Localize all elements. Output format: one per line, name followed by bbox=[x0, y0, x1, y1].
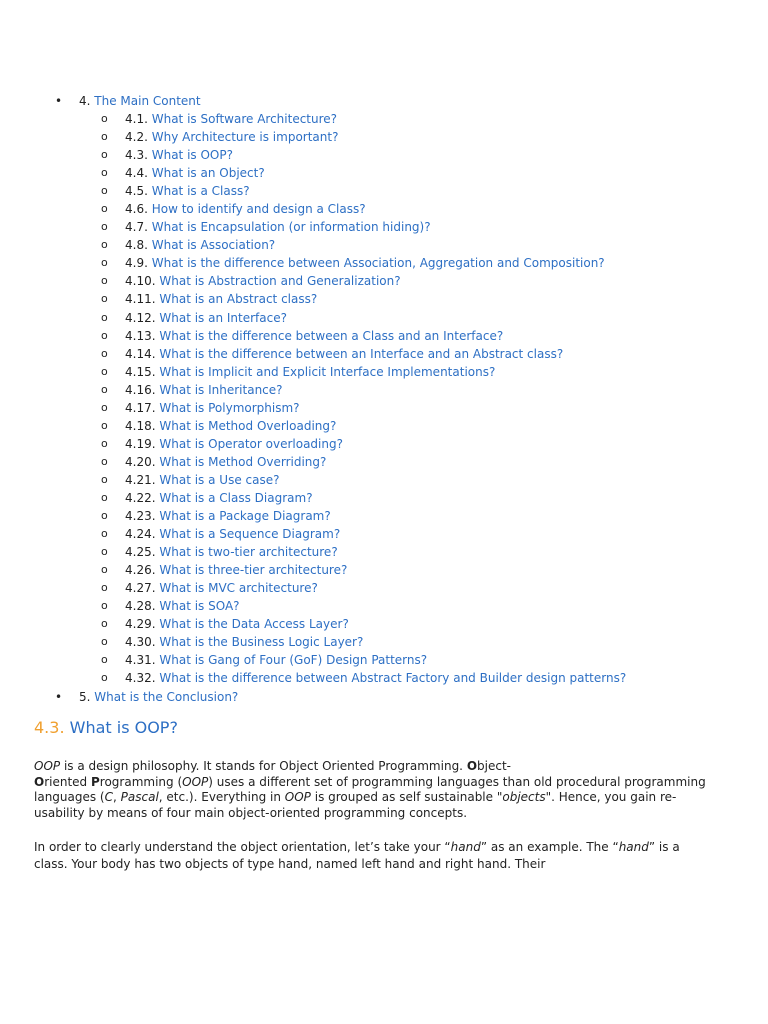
toc-sub-link[interactable]: What is the Business Logic Layer? bbox=[159, 635, 364, 650]
toc-sub-link[interactable]: What is three-tier architecture? bbox=[159, 563, 348, 578]
toc-item-number: 4.32. bbox=[125, 671, 156, 686]
toc-sub-item bbox=[0, 146, 768, 164]
sub-bullet: o bbox=[101, 328, 108, 342]
toc-sub-item bbox=[0, 579, 768, 597]
toc-sub-item bbox=[0, 471, 768, 489]
toc-item-number: 4.12. bbox=[125, 310, 156, 325]
sub-bullet: o bbox=[101, 274, 108, 288]
section-number: 4.3. bbox=[34, 718, 65, 737]
toc-sub-link[interactable]: What is Method Overriding? bbox=[159, 454, 327, 469]
toc-item-number: 4.28. bbox=[125, 599, 156, 614]
toc-sub-link[interactable]: Why Architecture is important? bbox=[151, 130, 339, 145]
toc-sub-link[interactable]: What is Software Architecture? bbox=[151, 112, 338, 126]
sub-bullet: o bbox=[101, 112, 108, 125]
toc-sub-link[interactable]: What is a Package Diagram? bbox=[159, 509, 331, 524]
toc-item-number: 4.18. bbox=[125, 418, 156, 433]
sub-bullet: o bbox=[101, 418, 108, 432]
toc-sub-link[interactable]: What is the difference between Abstract Factory and Builder design patterns? bbox=[159, 671, 627, 686]
toc-sub-item bbox=[0, 254, 768, 272]
toc-last-item bbox=[0, 688, 768, 706]
paragraph: OOP is a design philosophy. It stands for Object Oriented Programming. Object- Oriented Programming (OOP) uses a different set of programming languages than old procedural programming languages (C, Pascal, etc.). Everything in OOP is grouped as self sustainable "objects". Hence, you gain re-usability by means of four main object-oriented programming concepts. bbox=[34, 759, 706, 820]
toc-sub-link[interactable]: What is an Abstract class? bbox=[159, 292, 318, 307]
toc-item-number: 4.8. bbox=[125, 238, 148, 253]
toc-sub-link[interactable]: What is Operator overloading? bbox=[159, 436, 343, 451]
toc-main-item bbox=[0, 92, 768, 110]
toc-item-number: 4.6. bbox=[125, 202, 148, 217]
toc-item-number: 4.23. bbox=[125, 509, 156, 524]
toc-sub-item bbox=[0, 561, 768, 579]
toc-sub-link[interactable]: What is OOP? bbox=[151, 148, 233, 163]
toc-sub-link[interactable]: What is Association? bbox=[151, 238, 276, 253]
toc-item-number: 4.15. bbox=[125, 364, 156, 379]
sub-bullet: o bbox=[101, 509, 108, 523]
sub-bullet: o bbox=[101, 148, 108, 162]
sub-bullet: o bbox=[101, 563, 108, 577]
toc-item-number: 4.17. bbox=[125, 400, 156, 415]
toc-sub-item bbox=[0, 309, 768, 327]
toc-item-number: 4.14. bbox=[125, 346, 156, 361]
toc-sub-list bbox=[0, 110, 768, 688]
sub-bullet: o bbox=[101, 436, 108, 450]
toc-sub-link[interactable]: What is SOA? bbox=[159, 599, 240, 614]
toc-sub-item bbox=[0, 200, 768, 218]
toc-sub-item bbox=[0, 327, 768, 345]
sub-bullet: o bbox=[101, 220, 108, 234]
toc-sub-link[interactable]: What is Gang of Four (GoF) Design Patterns? bbox=[159, 653, 428, 668]
toc-sub-item bbox=[0, 525, 768, 543]
toc-sub-item bbox=[0, 128, 768, 146]
sub-bullet: o bbox=[101, 184, 108, 198]
sub-bullet: o bbox=[101, 130, 108, 144]
toc-sub-link[interactable]: What is MVC architecture? bbox=[159, 581, 318, 596]
toc-item-number: 4.9. bbox=[125, 256, 148, 271]
toc-item-number: 5. bbox=[79, 689, 91, 704]
toc-sub-link[interactable]: What is Abstraction and Generalization? bbox=[159, 274, 401, 289]
section-heading bbox=[34, 717, 714, 739]
toc-sub-item bbox=[0, 164, 768, 182]
sub-bullet: o bbox=[101, 364, 108, 378]
toc-sub-item bbox=[0, 218, 768, 236]
toc-sub-item bbox=[0, 110, 768, 128]
toc-item-number: 4.29. bbox=[125, 617, 156, 632]
toc-item-number: 4.16. bbox=[125, 382, 156, 397]
toc-sub-item bbox=[0, 543, 768, 561]
sub-bullet: o bbox=[101, 472, 108, 486]
toc-item-number: 4.10. bbox=[125, 274, 156, 289]
toc-sub-link[interactable]: What is Polymorphism? bbox=[159, 400, 300, 415]
sub-bullet: o bbox=[101, 166, 108, 180]
sub-bullet: o bbox=[101, 238, 108, 252]
toc-sub-link[interactable]: What is an Interface? bbox=[159, 310, 287, 325]
toc-item-number: 4.5. bbox=[125, 184, 148, 199]
section-title: What is OOP? bbox=[69, 718, 178, 737]
toc-sub-link[interactable]: What is the difference between Association, Aggregation and Composition? bbox=[151, 256, 605, 271]
toc-sub-item bbox=[0, 290, 768, 308]
sub-bullet: o bbox=[101, 671, 108, 685]
toc-sub-item bbox=[0, 272, 768, 290]
section-oop bbox=[34, 717, 714, 873]
toc-item-number: 4.22. bbox=[125, 490, 156, 505]
toc-sub-link[interactable]: What is a Class? bbox=[151, 184, 250, 199]
sub-bullet: o bbox=[101, 346, 108, 360]
toc-sub-link[interactable]: What is the difference between an Interface and an Abstract class? bbox=[159, 346, 564, 361]
toc-sub-item bbox=[0, 453, 768, 471]
toc-sub-item bbox=[0, 399, 768, 417]
toc-item-number: 4.24. bbox=[125, 527, 156, 542]
toc-item-number: 4.20. bbox=[125, 454, 156, 469]
toc-sub-link[interactable]: What is two-tier architecture? bbox=[159, 545, 338, 560]
toc-sub-link[interactable]: How to identify and design a Class? bbox=[151, 202, 366, 217]
sub-bullet: o bbox=[101, 400, 108, 414]
sub-bullet: o bbox=[101, 454, 108, 468]
sub-bullet: o bbox=[101, 310, 108, 324]
bullet: • bbox=[55, 689, 63, 704]
toc-sub-item bbox=[0, 417, 768, 435]
toc-sub-link[interactable]: What is a Use case? bbox=[159, 472, 280, 487]
sub-bullet: o bbox=[101, 527, 108, 541]
toc-sub-item bbox=[0, 489, 768, 507]
toc-sub-item bbox=[0, 345, 768, 363]
toc-sub-link[interactable]: What is the difference between a Class and an Interface? bbox=[159, 328, 504, 343]
sub-bullet: o bbox=[101, 635, 108, 649]
toc-sub-item bbox=[0, 363, 768, 381]
toc-sub-item bbox=[0, 615, 768, 633]
paragraph: In order to clearly understand the object orientation, let’s take your “hand” as an example. The “hand” is a class. Your body has two objects of type hand, named left hand and right hand. Their bbox=[34, 840, 680, 871]
sub-bullet: o bbox=[101, 599, 108, 613]
toc-item-number: 4.19. bbox=[125, 436, 156, 451]
toc-item-number: 4.4. bbox=[125, 166, 148, 181]
toc-sub-link[interactable]: What is a Class Diagram? bbox=[159, 490, 313, 505]
sub-bullet: o bbox=[101, 202, 108, 216]
table-of-contents bbox=[0, 92, 768, 706]
toc-sub-item bbox=[0, 435, 768, 453]
toc-item-number: 4.2. bbox=[125, 130, 148, 145]
toc-sub-item bbox=[0, 669, 768, 687]
toc-item-number: 4.21. bbox=[125, 472, 156, 487]
toc-sub-link[interactable]: What is a Sequence Diagram? bbox=[159, 527, 341, 542]
toc-item-number: 4.7. bbox=[125, 220, 148, 235]
toc-sub-item bbox=[0, 507, 768, 525]
sub-bullet: o bbox=[101, 256, 108, 270]
sub-bullet: o bbox=[101, 581, 108, 595]
toc-sub-item bbox=[0, 236, 768, 254]
toc-item-number: 4.25. bbox=[125, 545, 156, 560]
sub-bullet: o bbox=[101, 382, 108, 396]
toc-item-number: 4. bbox=[79, 94, 91, 108]
toc-item-number: 4.27. bbox=[125, 581, 156, 596]
toc-sub-link[interactable]: What is the Data Access Layer? bbox=[159, 617, 349, 632]
toc-sub-item bbox=[0, 182, 768, 200]
toc-sub-item bbox=[0, 651, 768, 669]
toc-sub-link[interactable]: What is an Object? bbox=[151, 166, 265, 181]
toc-item-number: 4.11. bbox=[125, 292, 156, 307]
sub-bullet: o bbox=[101, 617, 108, 631]
toc-item-number: 4.26. bbox=[125, 563, 156, 578]
toc-sub-item bbox=[0, 597, 768, 615]
toc-item-number: 4.3. bbox=[125, 148, 148, 163]
toc-link-main-content[interactable]: The Main Content bbox=[94, 94, 201, 108]
toc-sub-link[interactable]: What is Method Overloading? bbox=[159, 418, 337, 433]
toc-link-conclusion[interactable]: What is the Conclusion? bbox=[94, 689, 239, 704]
sub-bullet: o bbox=[101, 545, 108, 559]
bullet: • bbox=[55, 94, 63, 108]
sub-bullet: o bbox=[101, 653, 108, 667]
sub-bullet: o bbox=[101, 292, 108, 306]
toc-sub-item bbox=[0, 633, 768, 651]
toc-item-number: 4.13. bbox=[125, 328, 156, 343]
toc-sub-link[interactable]: What is Implicit and Explicit Interface Implementations? bbox=[159, 364, 496, 379]
toc-sub-link[interactable]: What is Inheritance? bbox=[159, 382, 283, 397]
toc-item-number: 4.30. bbox=[125, 635, 156, 650]
toc-sub-link[interactable]: What is Encapsulation (or information hiding)? bbox=[151, 220, 431, 235]
sub-bullet: o bbox=[101, 490, 108, 504]
toc-sub-item bbox=[0, 381, 768, 399]
toc-item-number: 4.31. bbox=[125, 653, 156, 668]
toc-item-number: 4.1. bbox=[125, 112, 148, 126]
